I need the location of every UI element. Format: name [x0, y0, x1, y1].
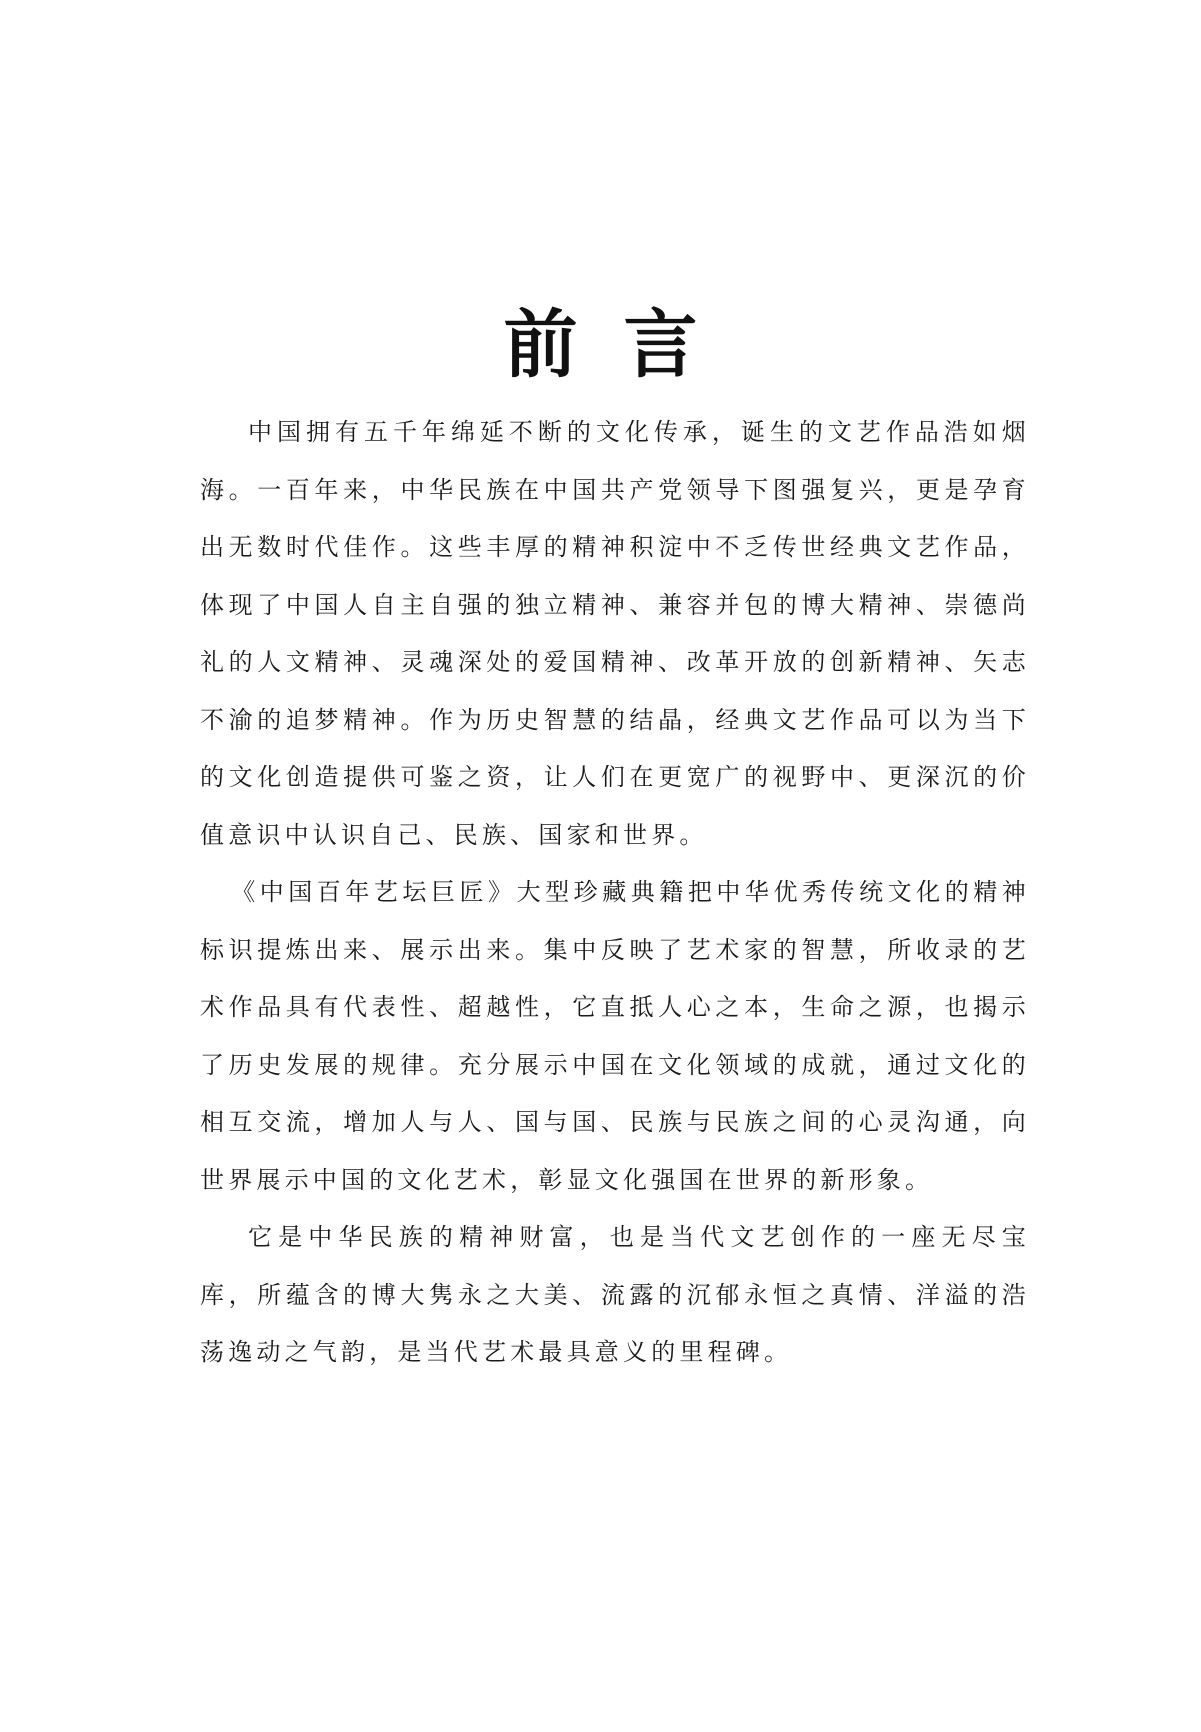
paragraph-3: 它是中华民族的精神财富，也是当代文艺创作的一座无尽宝库，所蕴含的博大隽永之大美、流露的沉郁永恒之真情、洋溢的浩荡逸动之气韵，是当代艺术最具意义的里程碑。 [200, 1223, 1030, 1366]
paragraph-2: 《中国百年艺坛巨匠》大型珍藏典籍把中华优秀传统文化的精神标识提炼出来、展示出来。集中反映了艺术家的智慧，所收录的艺术作品具有代表性、超越性，它直抵人心之本，生命之源，也揭示了历史发展的规律。充分展示中国在文化领域的成就，通过文化的相互交流，增加人与人、国与国、民族与民族之间的心灵沟通，向世界展示中国的文化艺术，彰显文化强国在世界的新形象。 [200, 878, 1030, 1194]
preface-body [200, 404, 1030, 1382]
paragraph-1: 中国拥有五千年绵延不断的文化传承，诞生的文艺作品浩如烟海。一百年来，中华民族在中国共产党领导下图强复兴，更是孕育出无数时代佳作。这些丰厚的精神积淀中不乏传世经典文艺作品，体现了中国人自主自强的独立精神、兼容并包的博大精神、崇德尚礼的人文精神、灵魂深处的爱国精神、改革开放的创新精神、矢志不渝的追梦精神。作为历史智慧的结晶，经典文艺作品可以为当下的文化创造提供可鉴之资，让人们在更宽广的视野中、更深沉的价值意识中认识自己、民族、国家和世界。 [200, 418, 1030, 849]
page-title: 前言 [503, 302, 744, 388]
